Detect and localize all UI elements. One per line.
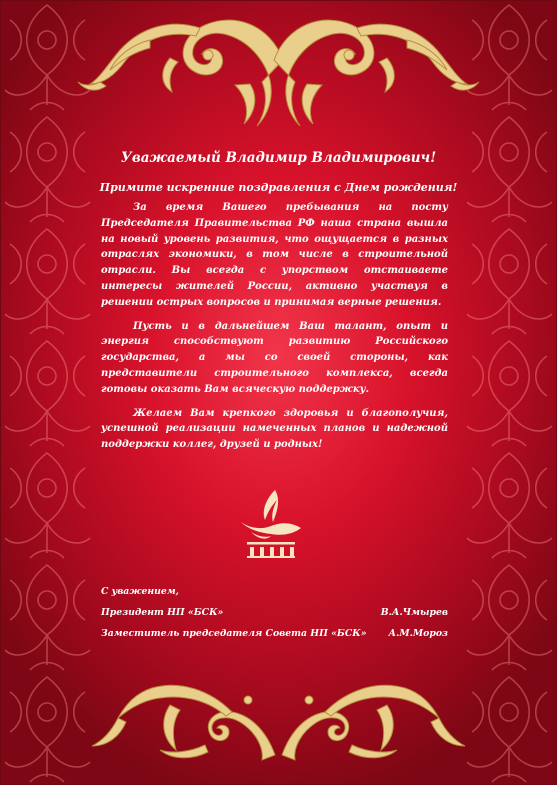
letter-body (101, 200, 448, 461)
paragraph-1: За время Вашего пребывания на посту Председателя Правительства РФ наша страна вышла на новый уровень развития, что ощущается в разных отраслях экономики, в том числе в строительной отрасли. Вы всегда с упорством отстаиваете интересы жителей России, активно участвуя в решении острых вопросов и принимая верные решения. (101, 202, 448, 308)
signature-row (101, 602, 448, 623)
scroll-ornament-top-icon (0, 0, 557, 140)
signature-block (101, 581, 448, 644)
signature-row (101, 623, 448, 644)
salutation: Уважаемый Владимир Владимирович! (120, 150, 437, 166)
closing-line: С уважением, (101, 586, 179, 597)
signer-position: Президент НП «БСК» (101, 607, 224, 618)
emblem-icon (237, 486, 305, 558)
scroll-ornament-bottom-icon (0, 660, 557, 770)
signer-name: В.А.Чмырев (380, 607, 448, 618)
signer-name: А.М.Мороз (388, 628, 448, 639)
signer-position: Заместитель председателя Совета НП «БСК» (101, 628, 367, 639)
greeting-line: Примите искренние поздравления с Днем рождения! (99, 181, 458, 194)
paragraph-3: Желаем Вам крепкого здоровья и благополучия, успешной реализации намеченных планов и надежной поддержки коллег, друзей и родных! (101, 407, 448, 451)
paragraph-2: Пусть и в дальнейшем Ваш талант, опыт и энергия способствуют развитию Российского государства, а мы со своей стороны, как представители строительного комплекса, всегда готовы оказать Вам всяческую поддержку. (101, 320, 448, 395)
